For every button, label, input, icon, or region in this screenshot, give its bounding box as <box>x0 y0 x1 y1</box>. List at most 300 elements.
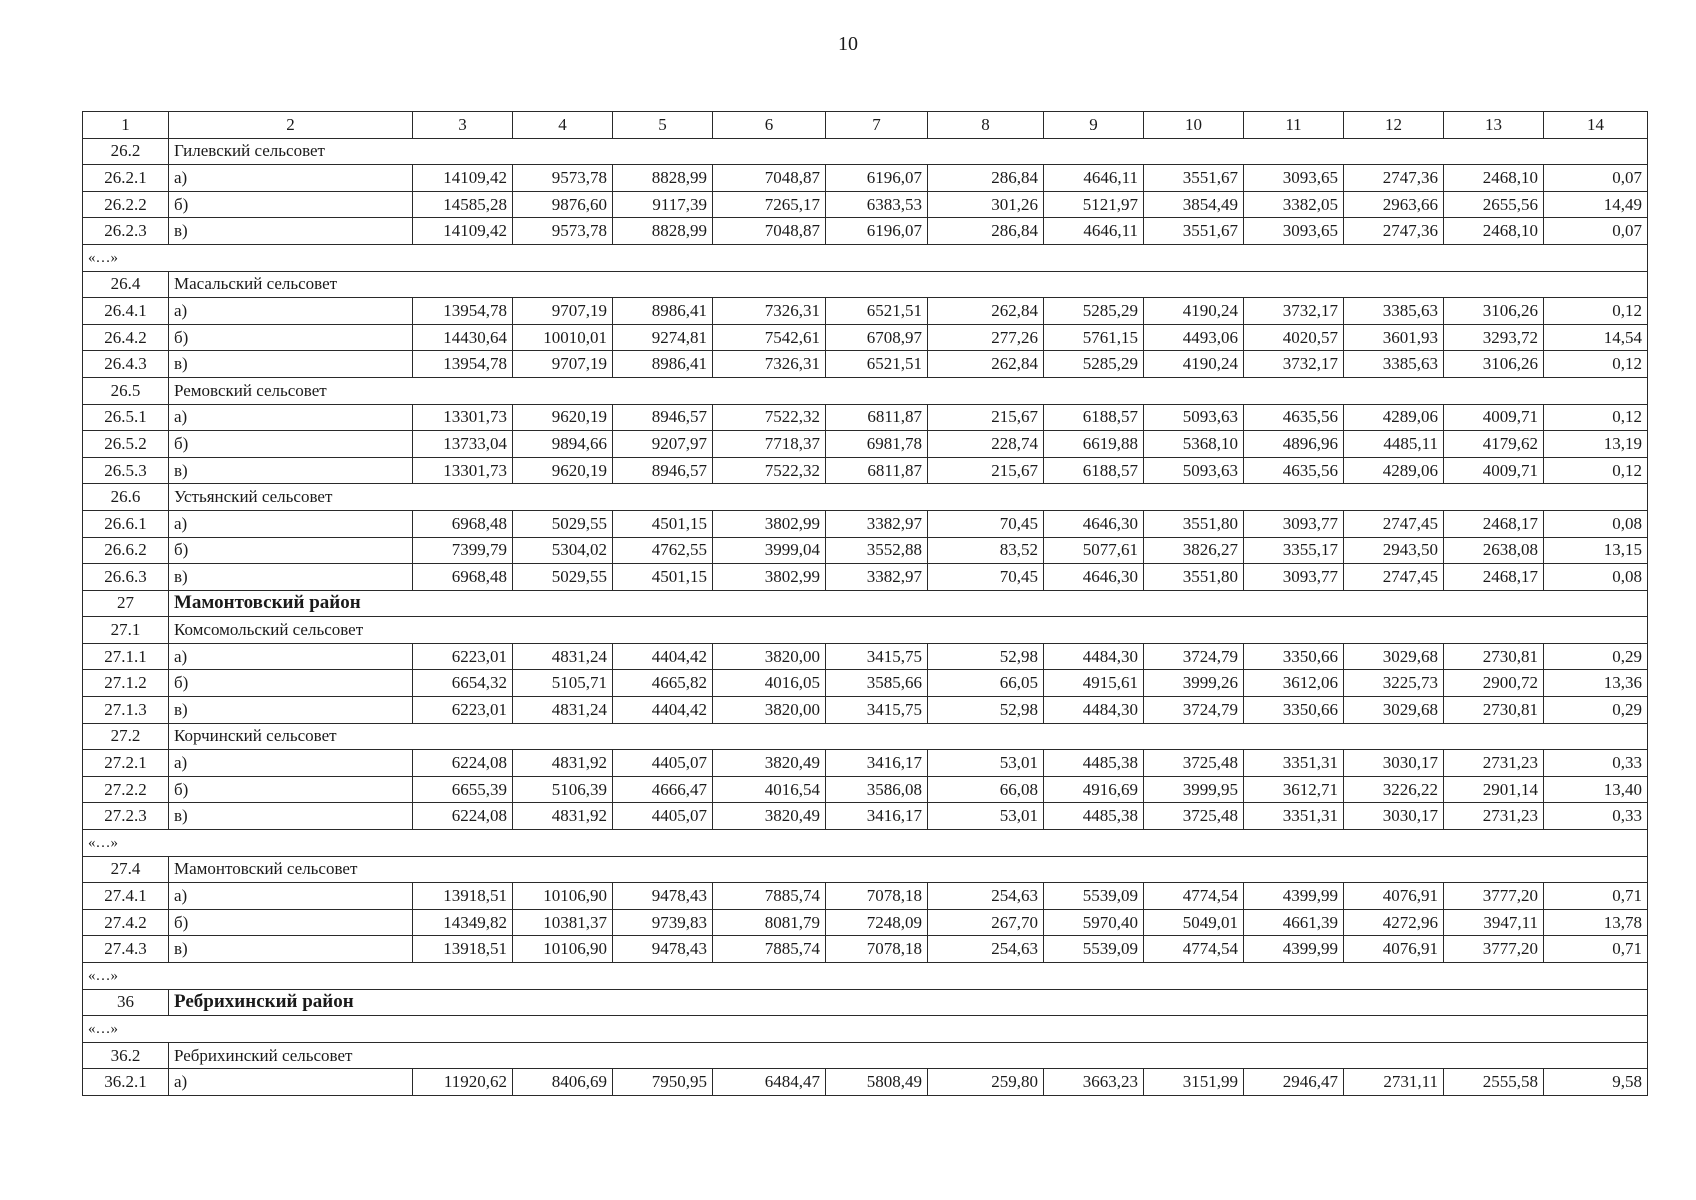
value-cell: 254,63 <box>928 883 1044 910</box>
value-cell: 3385,63 <box>1344 298 1444 325</box>
value-cell: 14,54 <box>1544 324 1648 351</box>
omission-mark: «…» <box>83 963 1648 990</box>
value-cell: 4896,96 <box>1244 431 1344 458</box>
value-cell: 4399,99 <box>1244 936 1344 963</box>
value-cell: 3820,00 <box>713 697 826 724</box>
value-cell: 14109,42 <box>413 218 513 245</box>
row-label: в) <box>169 803 413 830</box>
value-cell: 7950,95 <box>613 1069 713 1096</box>
value-cell: 3820,49 <box>713 750 826 777</box>
value-cell: 4665,82 <box>613 670 713 697</box>
value-cell: 3415,75 <box>826 643 928 670</box>
value-cell: 0,33 <box>1544 750 1648 777</box>
column-number-header: 6 <box>713 112 826 139</box>
row-label: б) <box>169 431 413 458</box>
row-code: 27.1.1 <box>83 643 169 670</box>
column-number-header: 5 <box>613 112 713 139</box>
value-cell: 262,84 <box>928 298 1044 325</box>
value-cell: 5368,10 <box>1144 431 1244 458</box>
value-cell: 6224,08 <box>413 750 513 777</box>
value-cell: 6619,88 <box>1044 431 1144 458</box>
value-cell: 3551,67 <box>1144 165 1244 192</box>
column-number-header: 2 <box>169 112 413 139</box>
group-row <box>83 377 1648 404</box>
value-cell: 6968,48 <box>413 510 513 537</box>
value-cell: 4635,56 <box>1244 404 1344 431</box>
group-row <box>83 271 1648 298</box>
value-cell: 4646,30 <box>1044 564 1144 591</box>
group-row <box>83 1042 1648 1069</box>
value-cell: 3106,26 <box>1444 351 1544 378</box>
value-cell: 5285,29 <box>1044 351 1144 378</box>
value-cell: 6708,97 <box>826 324 928 351</box>
value-cell: 4405,07 <box>613 750 713 777</box>
ellipsis-row <box>83 830 1648 857</box>
value-cell: 52,98 <box>928 643 1044 670</box>
value-cell: 3802,99 <box>713 564 826 591</box>
value-cell: 4399,99 <box>1244 883 1344 910</box>
value-cell: 5093,63 <box>1144 404 1244 431</box>
group-code: 27.2 <box>83 723 169 750</box>
value-cell: 4646,11 <box>1044 165 1144 192</box>
value-cell: 4916,69 <box>1044 776 1144 803</box>
group-code: 26.6 <box>83 484 169 511</box>
table-row <box>83 510 1648 537</box>
value-cell: 4831,24 <box>513 643 613 670</box>
value-cell: 14349,82 <box>413 909 513 936</box>
value-cell: 3416,17 <box>826 750 928 777</box>
value-cell: 3724,79 <box>1144 643 1244 670</box>
value-cell: 13733,04 <box>413 431 513 458</box>
row-label: б) <box>169 324 413 351</box>
value-cell: 8828,99 <box>613 218 713 245</box>
group-code: 27.1 <box>83 617 169 644</box>
value-cell: 7078,18 <box>826 883 928 910</box>
value-cell: 6484,47 <box>713 1069 826 1096</box>
value-cell: 6811,87 <box>826 404 928 431</box>
value-cell: 9274,81 <box>613 324 713 351</box>
row-code: 27.4.2 <box>83 909 169 936</box>
table-row <box>83 537 1648 564</box>
row-label: а) <box>169 404 413 431</box>
table-row <box>83 324 1648 351</box>
value-cell: 5808,49 <box>826 1069 928 1096</box>
value-cell: 3293,72 <box>1444 324 1544 351</box>
row-label: а) <box>169 1069 413 1096</box>
ellipsis-row <box>83 244 1648 271</box>
column-number-header: 14 <box>1544 112 1648 139</box>
value-cell: 4190,24 <box>1144 351 1244 378</box>
value-cell: 254,63 <box>928 936 1044 963</box>
value-cell: 3030,17 <box>1344 750 1444 777</box>
value-cell: 13,36 <box>1544 670 1648 697</box>
value-cell: 5539,09 <box>1044 936 1144 963</box>
row-label: в) <box>169 564 413 591</box>
row-code: 26.6.1 <box>83 510 169 537</box>
value-cell: 3551,67 <box>1144 218 1244 245</box>
column-number-header: 9 <box>1044 112 1144 139</box>
value-cell: 4774,54 <box>1144 936 1244 963</box>
group-row <box>83 484 1648 511</box>
value-cell: 4016,05 <box>713 670 826 697</box>
value-cell: 6968,48 <box>413 564 513 591</box>
value-cell: 262,84 <box>928 351 1044 378</box>
value-cell: 9620,19 <box>513 457 613 484</box>
value-cell: 6196,07 <box>826 218 928 245</box>
omission-mark: «…» <box>83 830 1648 857</box>
row-label: а) <box>169 298 413 325</box>
value-cell: 3551,80 <box>1144 510 1244 537</box>
group-name: Мамонтовский сельсовет <box>169 856 1648 883</box>
group-code: 26.4 <box>83 271 169 298</box>
group-name: Ребрихинский сельсовет <box>169 1042 1648 1069</box>
value-cell: 4493,06 <box>1144 324 1244 351</box>
value-cell: 4020,57 <box>1244 324 1344 351</box>
district-row <box>83 989 1648 1016</box>
value-cell: 70,45 <box>928 510 1044 537</box>
table-row <box>83 909 1648 936</box>
group-code: 36.2 <box>83 1042 169 1069</box>
value-cell: 2730,81 <box>1444 697 1544 724</box>
value-cell: 4289,06 <box>1344 404 1444 431</box>
value-cell: 3551,80 <box>1144 564 1244 591</box>
value-cell: 3601,93 <box>1344 324 1444 351</box>
value-cell: 6521,51 <box>826 351 928 378</box>
value-cell: 3382,97 <box>826 564 928 591</box>
value-cell: 13918,51 <box>413 883 513 910</box>
row-label: б) <box>169 537 413 564</box>
value-cell: 5029,55 <box>513 510 613 537</box>
value-cell: 9478,43 <box>613 936 713 963</box>
row-code: 26.5.1 <box>83 404 169 431</box>
table-row <box>83 883 1648 910</box>
row-code: 26.2.3 <box>83 218 169 245</box>
table-row <box>83 697 1648 724</box>
column-number-header: 1 <box>83 112 169 139</box>
value-cell: 7522,32 <box>713 457 826 484</box>
value-cell: 267,70 <box>928 909 1044 936</box>
value-cell: 7542,61 <box>713 324 826 351</box>
table-row <box>83 351 1648 378</box>
value-cell: 14109,42 <box>413 165 513 192</box>
omission-mark: «…» <box>83 244 1648 271</box>
value-cell: 3725,48 <box>1144 803 1244 830</box>
table-row <box>83 750 1648 777</box>
value-cell: 7399,79 <box>413 537 513 564</box>
value-cell: 7522,32 <box>713 404 826 431</box>
value-cell: 4485,38 <box>1044 750 1144 777</box>
column-number-header: 11 <box>1244 112 1344 139</box>
row-code: 26.4.3 <box>83 351 169 378</box>
table-row <box>83 936 1648 963</box>
value-cell: 7265,17 <box>713 191 826 218</box>
value-cell: 6224,08 <box>413 803 513 830</box>
row-code: 26.2.1 <box>83 165 169 192</box>
row-label: б) <box>169 191 413 218</box>
value-cell: 6655,39 <box>413 776 513 803</box>
value-cell: 8946,57 <box>613 404 713 431</box>
value-cell: 4915,61 <box>1044 670 1144 697</box>
value-cell: 4404,42 <box>613 643 713 670</box>
value-cell: 0,71 <box>1544 936 1648 963</box>
table-row <box>83 298 1648 325</box>
value-cell: 5304,02 <box>513 537 613 564</box>
value-cell: 215,67 <box>928 404 1044 431</box>
row-code: 26.2.2 <box>83 191 169 218</box>
group-name: Ремовский сельсовет <box>169 377 1648 404</box>
value-cell: 9894,66 <box>513 431 613 458</box>
value-cell: 0,29 <box>1544 643 1648 670</box>
table-row <box>83 404 1648 431</box>
group-row <box>83 138 1648 165</box>
value-cell: 13,19 <box>1544 431 1648 458</box>
group-code: 26.2 <box>83 138 169 165</box>
value-cell: 2943,50 <box>1344 537 1444 564</box>
omission-mark: «…» <box>83 1016 1648 1043</box>
group-code: 26.5 <box>83 377 169 404</box>
value-cell: 3586,08 <box>826 776 928 803</box>
row-label: в) <box>169 351 413 378</box>
value-cell: 7248,09 <box>826 909 928 936</box>
value-cell: 3350,66 <box>1244 643 1344 670</box>
value-cell: 3225,73 <box>1344 670 1444 697</box>
value-cell: 8406,69 <box>513 1069 613 1096</box>
value-cell: 2731,23 <box>1444 750 1544 777</box>
value-cell: 7048,87 <box>713 165 826 192</box>
row-code: 26.5.3 <box>83 457 169 484</box>
value-cell: 0,08 <box>1544 564 1648 591</box>
value-cell: 3732,17 <box>1244 351 1344 378</box>
row-code: 27.1.3 <box>83 697 169 724</box>
row-label: б) <box>169 670 413 697</box>
value-cell: 6196,07 <box>826 165 928 192</box>
value-cell: 10106,90 <box>513 883 613 910</box>
value-cell: 3416,17 <box>826 803 928 830</box>
value-cell: 4190,24 <box>1144 298 1244 325</box>
district-code: 36 <box>83 989 169 1016</box>
value-cell: 3854,49 <box>1144 191 1244 218</box>
value-cell: 9620,19 <box>513 404 613 431</box>
value-cell: 2963,66 <box>1344 191 1444 218</box>
table-row <box>83 776 1648 803</box>
value-cell: 4289,06 <box>1344 457 1444 484</box>
value-cell: 3029,68 <box>1344 697 1444 724</box>
value-cell: 4179,62 <box>1444 431 1544 458</box>
value-cell: 3093,77 <box>1244 510 1344 537</box>
column-number-header: 7 <box>826 112 928 139</box>
value-cell: 5121,97 <box>1044 191 1144 218</box>
group-name: Масальский сельсовет <box>169 271 1648 298</box>
row-label: а) <box>169 883 413 910</box>
value-cell: 0,07 <box>1544 218 1648 245</box>
value-cell: 2468,17 <box>1444 510 1544 537</box>
value-cell: 2747,36 <box>1344 165 1444 192</box>
value-cell: 3820,00 <box>713 643 826 670</box>
value-cell: 3385,63 <box>1344 351 1444 378</box>
group-name: Гилевский сельсовет <box>169 138 1648 165</box>
value-cell: 3585,66 <box>826 670 928 697</box>
value-cell: 3612,06 <box>1244 670 1344 697</box>
value-cell: 13954,78 <box>413 298 513 325</box>
value-cell: 83,52 <box>928 537 1044 564</box>
value-cell: 4666,47 <box>613 776 713 803</box>
value-cell: 9478,43 <box>613 883 713 910</box>
value-cell: 9573,78 <box>513 165 613 192</box>
value-cell: 3106,26 <box>1444 298 1544 325</box>
value-cell: 259,80 <box>928 1069 1044 1096</box>
district-code: 27 <box>83 590 169 617</box>
value-cell: 0,12 <box>1544 298 1648 325</box>
value-cell: 2468,10 <box>1444 165 1544 192</box>
value-cell: 3724,79 <box>1144 697 1244 724</box>
value-cell: 8081,79 <box>713 909 826 936</box>
value-cell: 6223,01 <box>413 697 513 724</box>
row-code: 26.6.3 <box>83 564 169 591</box>
value-cell: 2747,45 <box>1344 510 1444 537</box>
value-cell: 3999,26 <box>1144 670 1244 697</box>
value-cell: 14585,28 <box>413 191 513 218</box>
row-code: 26.4.1 <box>83 298 169 325</box>
page-number: 10 <box>838 33 858 55</box>
value-cell: 2747,36 <box>1344 218 1444 245</box>
value-cell: 2468,10 <box>1444 218 1544 245</box>
value-cell: 4009,71 <box>1444 404 1544 431</box>
row-code: 27.4.1 <box>83 883 169 910</box>
value-cell: 4076,91 <box>1344 883 1444 910</box>
value-cell: 0,12 <box>1544 404 1648 431</box>
column-number-header: 8 <box>928 112 1044 139</box>
value-cell: 6188,57 <box>1044 457 1144 484</box>
value-cell: 3415,75 <box>826 697 928 724</box>
row-code: 26.5.2 <box>83 431 169 458</box>
value-cell: 0,07 <box>1544 165 1648 192</box>
value-cell: 13918,51 <box>413 936 513 963</box>
row-label: а) <box>169 750 413 777</box>
value-cell: 5106,39 <box>513 776 613 803</box>
value-cell: 4501,15 <box>613 510 713 537</box>
value-cell: 3382,97 <box>826 510 928 537</box>
value-cell: 2638,08 <box>1444 537 1544 564</box>
value-cell: 2731,23 <box>1444 803 1544 830</box>
value-cell: 3612,71 <box>1244 776 1344 803</box>
value-cell: 9739,83 <box>613 909 713 936</box>
value-cell: 0,71 <box>1544 883 1648 910</box>
value-cell: 13,40 <box>1544 776 1648 803</box>
value-cell: 5970,40 <box>1044 909 1144 936</box>
value-cell: 3382,05 <box>1244 191 1344 218</box>
value-cell: 4501,15 <box>613 564 713 591</box>
table-row <box>83 670 1648 697</box>
value-cell: 3226,22 <box>1344 776 1444 803</box>
value-cell: 52,98 <box>928 697 1044 724</box>
value-cell: 9207,97 <box>613 431 713 458</box>
value-cell: 9,58 <box>1544 1069 1648 1096</box>
value-cell: 2901,14 <box>1444 776 1544 803</box>
value-cell: 2731,11 <box>1344 1069 1444 1096</box>
row-label: в) <box>169 218 413 245</box>
value-cell: 3030,17 <box>1344 803 1444 830</box>
value-cell: 4762,55 <box>613 537 713 564</box>
value-cell: 4646,30 <box>1044 510 1144 537</box>
table-row <box>83 165 1648 192</box>
value-cell: 3777,20 <box>1444 883 1544 910</box>
value-cell: 53,01 <box>928 750 1044 777</box>
value-cell: 0,33 <box>1544 803 1648 830</box>
value-cell: 3999,04 <box>713 537 826 564</box>
value-cell: 13,15 <box>1544 537 1648 564</box>
value-cell: 13301,73 <box>413 404 513 431</box>
value-cell: 301,26 <box>928 191 1044 218</box>
value-cell: 3093,65 <box>1244 165 1344 192</box>
value-cell: 2655,56 <box>1444 191 1544 218</box>
value-cell: 286,84 <box>928 218 1044 245</box>
value-cell: 13,78 <box>1544 909 1648 936</box>
row-label: а) <box>169 510 413 537</box>
value-cell: 7885,74 <box>713 883 826 910</box>
row-label: б) <box>169 776 413 803</box>
value-cell: 3732,17 <box>1244 298 1344 325</box>
row-code: 27.1.2 <box>83 670 169 697</box>
value-cell: 70,45 <box>928 564 1044 591</box>
value-cell: 4484,30 <box>1044 643 1144 670</box>
group-name: Комсомольский сельсовет <box>169 617 1648 644</box>
value-cell: 7718,37 <box>713 431 826 458</box>
value-cell: 8828,99 <box>613 165 713 192</box>
value-cell: 4076,91 <box>1344 936 1444 963</box>
group-row <box>83 856 1648 883</box>
value-cell: 7326,31 <box>713 298 826 325</box>
value-cell: 4661,39 <box>1244 909 1344 936</box>
value-cell: 0,08 <box>1544 510 1648 537</box>
row-code: 26.4.2 <box>83 324 169 351</box>
value-cell: 4646,11 <box>1044 218 1144 245</box>
value-cell: 2946,47 <box>1244 1069 1344 1096</box>
column-number-header: 4 <box>513 112 613 139</box>
value-cell: 0,29 <box>1544 697 1648 724</box>
value-cell: 286,84 <box>928 165 1044 192</box>
value-cell: 5029,55 <box>513 564 613 591</box>
table-row <box>83 218 1648 245</box>
value-cell: 3552,88 <box>826 537 928 564</box>
table-row <box>83 457 1648 484</box>
value-cell: 4831,92 <box>513 803 613 830</box>
row-label: а) <box>169 643 413 670</box>
value-cell: 7326,31 <box>713 351 826 378</box>
value-cell: 9707,19 <box>513 298 613 325</box>
value-cell: 4405,07 <box>613 803 713 830</box>
value-cell: 3663,23 <box>1044 1069 1144 1096</box>
value-cell: 2555,58 <box>1444 1069 1544 1096</box>
value-cell: 66,08 <box>928 776 1044 803</box>
value-cell: 6981,78 <box>826 431 928 458</box>
column-number-header: 12 <box>1344 112 1444 139</box>
value-cell: 3351,31 <box>1244 803 1344 830</box>
group-name: Устьянский сельсовет <box>169 484 1648 511</box>
value-cell: 9117,39 <box>613 191 713 218</box>
row-label: а) <box>169 165 413 192</box>
group-row <box>83 617 1648 644</box>
value-cell: 0,12 <box>1544 457 1648 484</box>
value-cell: 10106,90 <box>513 936 613 963</box>
value-cell: 11920,62 <box>413 1069 513 1096</box>
row-code: 36.2.1 <box>83 1069 169 1096</box>
value-cell: 9876,60 <box>513 191 613 218</box>
value-cell: 4016,54 <box>713 776 826 803</box>
row-code: 27.2.3 <box>83 803 169 830</box>
column-number-header: 13 <box>1444 112 1544 139</box>
value-cell: 8986,41 <box>613 298 713 325</box>
value-cell: 6521,51 <box>826 298 928 325</box>
